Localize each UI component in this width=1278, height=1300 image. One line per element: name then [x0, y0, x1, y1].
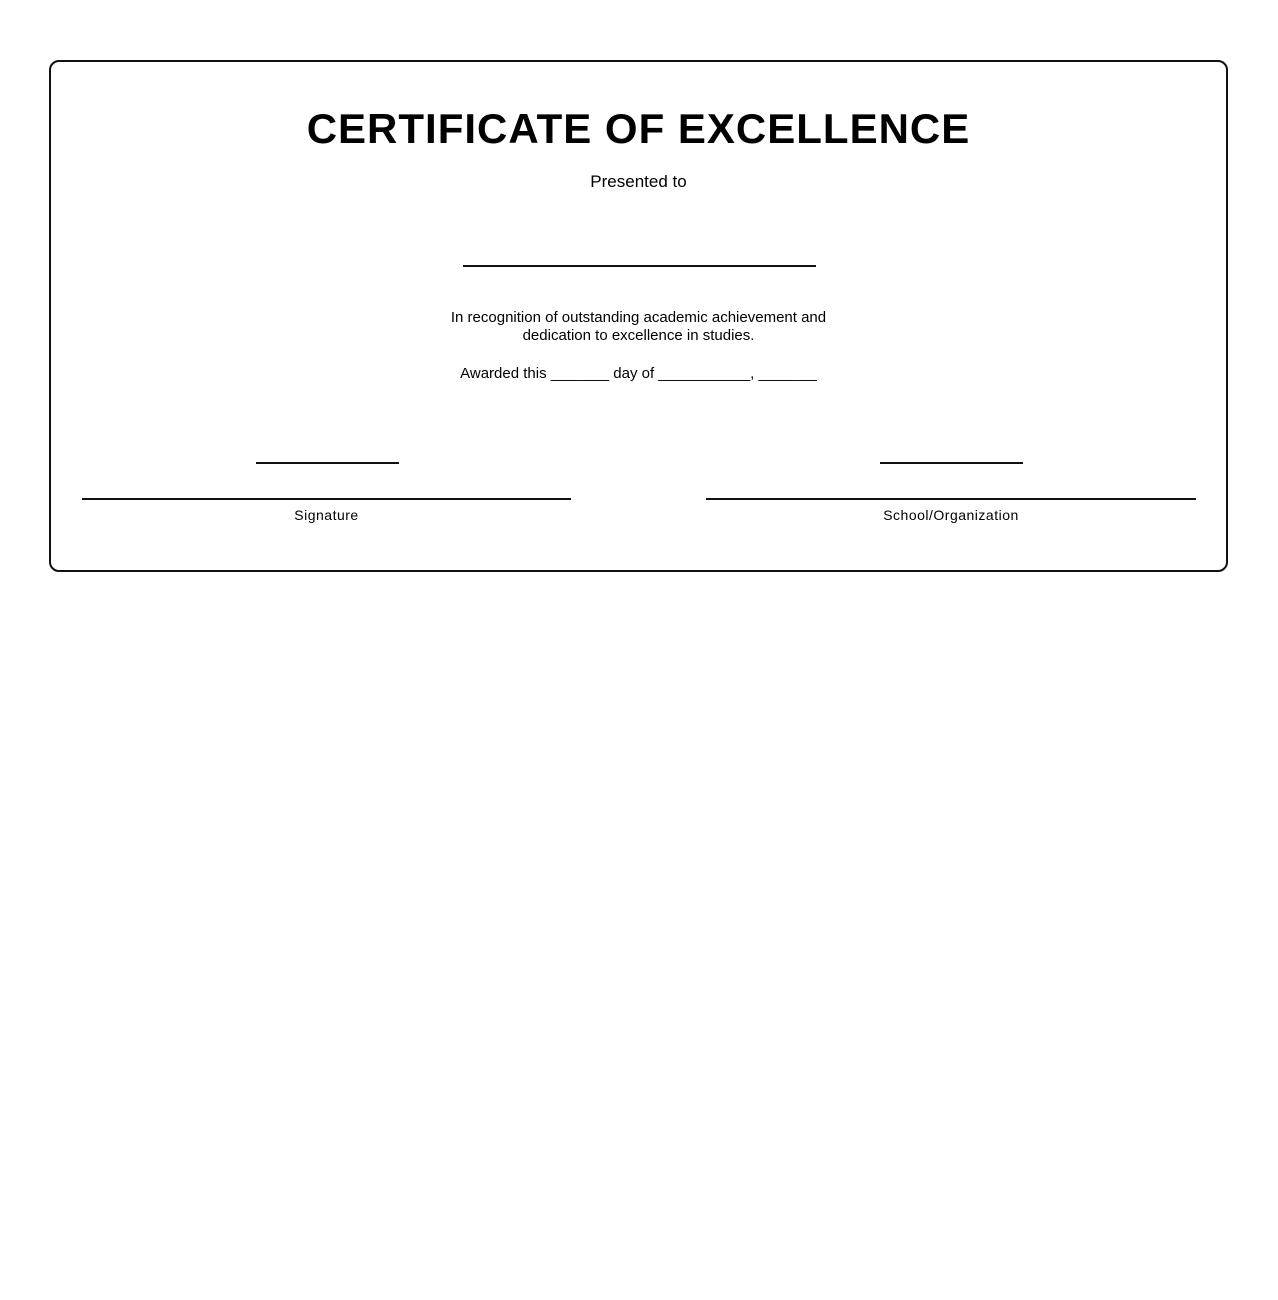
awarded-date-text: Awarded this _______ day of ___________, _______ — [460, 365, 817, 382]
signature-line — [82, 498, 571, 500]
signature-date-blank-line — [256, 462, 399, 464]
school-organization-label: School/Organization — [883, 507, 1019, 523]
school-date-blank-line — [880, 462, 1023, 464]
recognition-line-2: dedication to excellence in studies. — [522, 327, 755, 344]
certificate-title: CERTIFICATE OF EXCELLENCE — [306, 105, 971, 152]
signature-label: Signature — [294, 507, 359, 523]
certificate-document — [49, 60, 1228, 572]
presented-to-label: Presented to — [590, 172, 687, 191]
recognition-line-1: In recognition of outstanding academic achievement and — [450, 309, 827, 326]
recognition-text — [51, 309, 1226, 345]
school-organization-line — [706, 498, 1196, 500]
recipient-name-blank-line — [463, 265, 816, 267]
